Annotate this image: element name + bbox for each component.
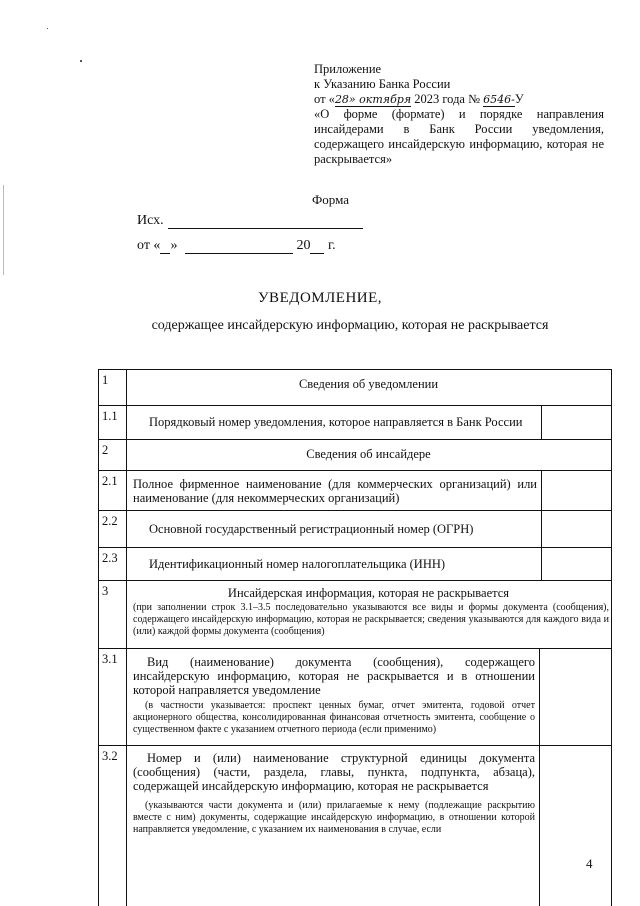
date-line-suffix: г.	[327, 238, 336, 253]
date-line-close: »	[170, 238, 178, 253]
document-title: УВЕДОМЛЕНИЕ,	[257, 290, 383, 306]
section-heading: Сведения об уведомлении	[298, 377, 439, 391]
value-column-divider	[541, 548, 542, 581]
scan-speck	[80, 60, 82, 62]
column-divider	[126, 746, 127, 906]
handwritten-date: 28» октября	[334, 93, 412, 106]
appendix-date-line	[314, 92, 604, 107]
row-number: 1.1	[102, 409, 118, 423]
scan-speck	[47, 28, 48, 29]
value-column-divider	[541, 406, 542, 440]
section-note: (при заполнении строк 3.1–3.5 последовательно указываются все виды и формы документа (сообщения), содержащего инсайдерскую информацию, которая не раскрывается; сведения указываются для каждого вида и (или) каждой формы документа (сообщения)	[133, 602, 609, 637]
row-note: (в частности указывается: проспект ценных бумаг, отчет эмитента, годовой отчет акционерного общества, консолидированная финансовая отчетность эмитента, сообщение о существенном факте с указанием отчетного периода (если применимо)	[133, 700, 535, 735]
notification-table	[98, 369, 612, 905]
table-row-2-3	[98, 547, 612, 581]
column-divider	[126, 548, 127, 581]
table-row-2-1	[98, 470, 612, 511]
outgoing-label: Исх.	[137, 213, 164, 228]
row-number: 3	[102, 584, 109, 598]
date-line	[137, 238, 336, 254]
section-heading: Инсайдерская информация, которая не раскрывается	[227, 586, 510, 600]
column-divider	[126, 406, 127, 440]
handwritten-number: 6546-	[483, 93, 515, 106]
document-subtitle: содержащее инсайдерскую информацию, которая не раскрывается	[151, 318, 549, 333]
year-field[interactable]	[310, 239, 324, 254]
column-divider	[126, 511, 127, 548]
row-number: 3.1	[102, 652, 118, 666]
number-suffix: У	[514, 92, 524, 106]
outgoing-number-line	[137, 213, 363, 229]
row-label: Основной государственный регистрационный номер (ОГРН)	[149, 522, 474, 536]
row-number: 3.2	[102, 749, 118, 763]
row-number: 2.3	[102, 551, 118, 565]
page-number: 4	[586, 856, 593, 871]
value-column-divider	[539, 746, 540, 906]
row-label: Номер и (или) наименование структурной единицы документа (сообщения) (части, раздела, главы, пункта, подпункта, абзаца), содержащей инсайдерскую информацию, которая не раскрывается	[133, 751, 535, 793]
year-prefix: 20	[296, 238, 311, 253]
column-divider	[126, 649, 127, 746]
row-number: 1	[102, 373, 109, 387]
margin-mark	[3, 185, 4, 275]
value-column-divider	[541, 511, 542, 548]
month-field[interactable]	[185, 239, 293, 254]
appendix-title: «О форме (формате) и порядке направления инсайдерами в Банк России уведомления, содержащего инсайдерскую информацию, которая не раскрывается»	[314, 107, 604, 166]
column-divider	[126, 471, 127, 511]
row-label: Идентификационный номер налогоплательщика (ИНН)	[149, 557, 446, 571]
row-note: (указываются части документа и (или) прилагаемые к нему (подлежащие раскрытию вместе с ним) документы, содержащие инсайдерскую информацию, в отношении которой направляется уведомление, с указанием их наименования в случае, если	[133, 800, 535, 835]
section-heading: Сведения об инсайдере	[306, 447, 431, 461]
table-row-2-2	[98, 510, 612, 548]
outgoing-number-field[interactable]	[168, 214, 363, 229]
table-row-1-1	[98, 405, 612, 440]
row-label: Полное фирменное наименование (для коммерческих организаций) или наименование (для некоммерческих организаций)	[133, 477, 537, 505]
day-field[interactable]	[160, 239, 170, 254]
form-label: Форма	[312, 192, 349, 207]
year-text: 2023 года №	[411, 92, 481, 106]
appendix-block	[314, 62, 604, 167]
row-number: 2.1	[102, 474, 118, 488]
date-line-prefix: от «	[137, 238, 161, 253]
table-row-1	[98, 369, 612, 406]
value-column-divider	[541, 471, 542, 511]
value-column-divider	[539, 649, 540, 746]
row-label: Вид (наименование) документа (сообщения), содержащего инсайдерскую информацию, которая не раскрывается и в отношении которой направляется уведомление	[133, 655, 535, 697]
table-row-3	[98, 580, 612, 649]
row-label: Порядковый номер уведомления, которое направляется в Банк России	[149, 415, 523, 429]
table-row-3-1	[98, 648, 612, 746]
appendix-line2: к Указанию Банка России	[314, 77, 451, 91]
appendix-line1: Приложение	[314, 62, 382, 76]
row-number: 2.2	[102, 514, 118, 528]
table-row-3-2	[98, 745, 612, 906]
row-number: 2	[102, 443, 109, 457]
table-row-2	[98, 439, 612, 471]
date-prefix: от «	[314, 92, 335, 106]
